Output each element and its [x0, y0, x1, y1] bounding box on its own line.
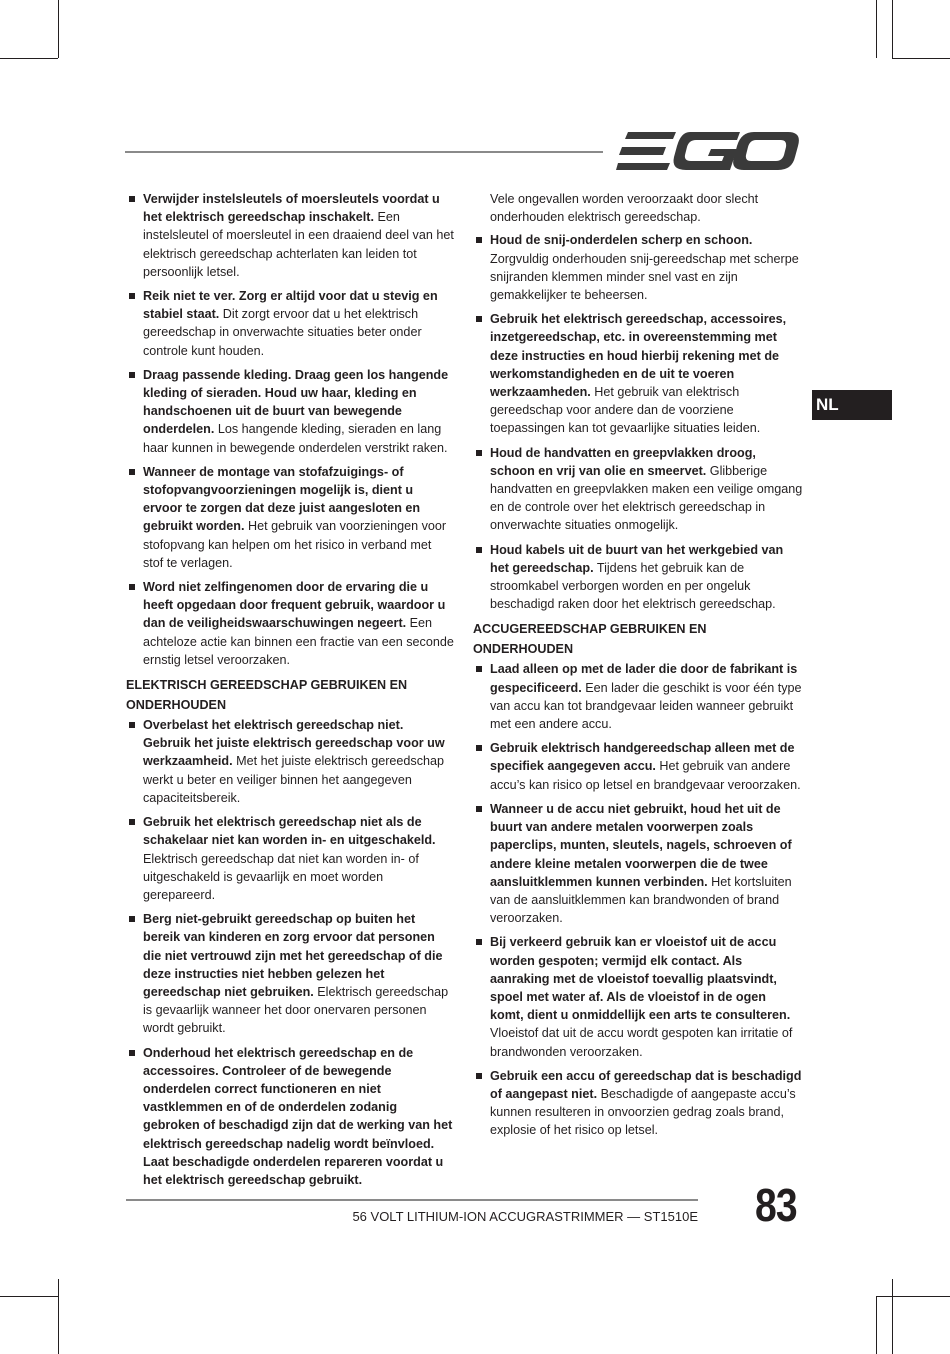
- crop-mark: [876, 1296, 877, 1354]
- list-item: Onderhoud het elektrisch gereedschap en de accessoires. Controleer of de bewegende onderdelen correct functioneren en niet vastklemmen en of de onderdelen zodanig gebroken of beschadigd zijn dat de werking van het elektrisch gereedschap nadelig wordt beïnvloed. Laat beschadigde onderdelen repareren voordat u het elektrisch gereedschap gebruikt.: [126, 1044, 454, 1190]
- list-item: Overbelast het elektrisch gereedschap niet. Gebruik het juiste elektrisch gereedschap voor uw werkzaamheid. Met het juiste elektrisch gereedschap werkt u beter en veiliger binnen het aangegeven capaciteitsbereik.: [126, 716, 454, 807]
- crop-mark: [0, 1296, 58, 1297]
- crop-mark: [892, 1279, 893, 1354]
- crop-mark: [876, 0, 877, 58]
- list-item: Reik niet te ver. Zorg er altijd voor dat u stevig en stabiel staat. Dit zorgt ervoor dat u het elektrisch gereedschap in onverwachte situaties beter onder controle kunt houden.: [126, 287, 454, 360]
- list-item: Houd de handvatten en greepvlakken droog, schoon en vrij van olie en smeervet. Glibberige handvatten en greepvlakken maken een veilige omgang en de controle over het elektrisch gereedschap in onverwachte situaties onmogelijk.: [473, 444, 803, 535]
- ego-logo: [616, 128, 800, 174]
- list-item: Berg niet-gebruikt gereedschap op buiten het bereik van kinderen en zorg ervoor dat personen die niet vertrouwd zijn met het gereedschap of die deze instructies niet hebben gelezen het gereedschap niet gebruiken. Elektrisch gereedschap is gevaarlijk wanneer het door onervaren personen wordt gebruikt.: [126, 910, 454, 1037]
- crop-mark: [892, 0, 893, 58]
- crop-mark: [0, 58, 58, 59]
- list-item: Laad alleen op met de lader die door de fabrikant is gespecificeerd. Een lader die geschikt is voor één type van accu kan tot brandgevaar leiden wanneer gebruikt met een andere accu.: [473, 660, 803, 733]
- list-item: Gebruik het elektrisch gereedschap niet als de schakelaar niet kan worden in- en uitgeschakeld. Elektrisch gereedschap dat niet kan worden in- of uitgeschakeld is gevaarlijk en moet worden gerepareerd.: [126, 813, 454, 904]
- language-tab: NL: [812, 390, 892, 420]
- header-rule: [125, 151, 603, 153]
- list-item: Wanneer de montage van stofafzuigings- of stofopvangvoorzieningen mogelijk is, dient u ervoor te zorgen dat deze juist aangesloten en gebruikt worden. Het gebruik van voorzieningen voor stofopvang kan helpen om het risico in verband met stof te verlagen.: [126, 463, 454, 572]
- continuation-text: Vele ongevallen worden veroorzaakt door slecht onderhouden elektrisch gereedschap.: [490, 192, 759, 225]
- list-item: Gebruik een accu of gereedschap dat is beschadigd of aangepast niet. Beschadigde of aangepaste accu’s kunnen resulteren in onvoorzien gedrag zoals brand, explosie of het risico op letsel.: [473, 1067, 803, 1140]
- page-number: 83: [755, 1179, 797, 1231]
- list-item: Gebruik het elektrisch gereedschap, accessoires, inzetgereedschap, etc. in overeenstemming met deze instructies en houd hierbij rekening met de werkomstandigheden en de uit te voeren werkzaamheden. Het gebruik van elektrisch gereedschap voor andere dan de voorziene toepassingen kan tot gevaarlijke situaties leiden.: [473, 310, 803, 437]
- crop-mark: [58, 0, 59, 58]
- left-column: [126, 190, 454, 1195]
- list-item: Houd de snij-onderdelen scherp en schoon. Zorgvuldig onderhouden snij-gereedschap met scherpe snijranden klemmen minder snel vast en zijn gemakkelijker te beheersen.: [473, 231, 803, 304]
- list-item: Gebruik elektrisch handgereedschap alleen met de specifiek aangegeven accu. Het gebruik van andere accu’s kan risico op letsel en brandgevaar veroorzaken.: [473, 739, 803, 794]
- list-item: Word niet zelfingenomen door de ervaring die u heeft opgedaan door frequent gebruik, waardoor u dan de veiligheidswaarschuwingen negeert. Een achteloze actie kan binnen een fractie van een seconde ernstig letsel veroorzaken.: [126, 578, 454, 669]
- list-item: Draag passende kleding. Draag geen los hangende kleding of sieraden. Houd uw haar, kleding en handschoenen uit de buurt van bewegende onderdelen. Los hangende kleding, sieraden en lang haar kunnen in bewegende onderdelen verstrikt raken.: [126, 366, 454, 457]
- list-item: Wanneer u de accu niet gebruikt, houd het uit de buurt van andere metalen voorwerpen zoals paperclips, munten, sleutels, nagels, schroeven of andere kleine metalen voorwerpen die de twee aansluitklemmen kunnen verbinden. Het kortsluiten van de aansluitklemmen kan brandwonden of brand veroorzaken.: [473, 800, 803, 927]
- footer-product: 56 VOLT LITHIUM-ION ACCUGRASTRIMMER — ST1510E: [352, 1209, 698, 1224]
- crop-mark: [876, 1296, 950, 1297]
- section-heading: ACCUGEREEDSCHAP GEBRUIKEN EN ONDERHOUDEN: [473, 622, 707, 657]
- section-heading: ELEKTRISCH GEREEDSCHAP GEBRUIKEN EN ONDERHOUDEN: [126, 678, 408, 713]
- list-item: Verwijder instelsleutels of moersleutels voordat u het elektrisch gereedschap inschakelt. Een instelsleutel of moersleutel in een draaiend deel van het elektrisch gereedschap achterlaten kan leiden tot persoonlijk letsel.: [126, 190, 454, 281]
- right-column: [473, 190, 803, 1146]
- crop-mark: [58, 1279, 59, 1354]
- crop-mark: [892, 58, 950, 59]
- list-item: Bij verkeerd gebruik kan er vloeistof uit de accu worden gespoten; vermijd elk contact. Als aanraking met de vloeistof toevallig plaatsvindt, spoel met water af. Als de vloeistof in de ogen komt, dient u onmiddellijk een arts te consulteren. Vloeistof dat uit de accu wordt gespoten kan irritatie of brandwonden veroorzaken.: [473, 933, 803, 1060]
- footer-rule: [126, 1199, 698, 1201]
- list-item: Houd kabels uit de buurt van het werkgebied van het gereedschap. Tijdens het gebruik kan de stroomkabel verborgen worden en per ongeluk beschadigd raken door het elektrisch gereedschap.: [473, 541, 803, 614]
